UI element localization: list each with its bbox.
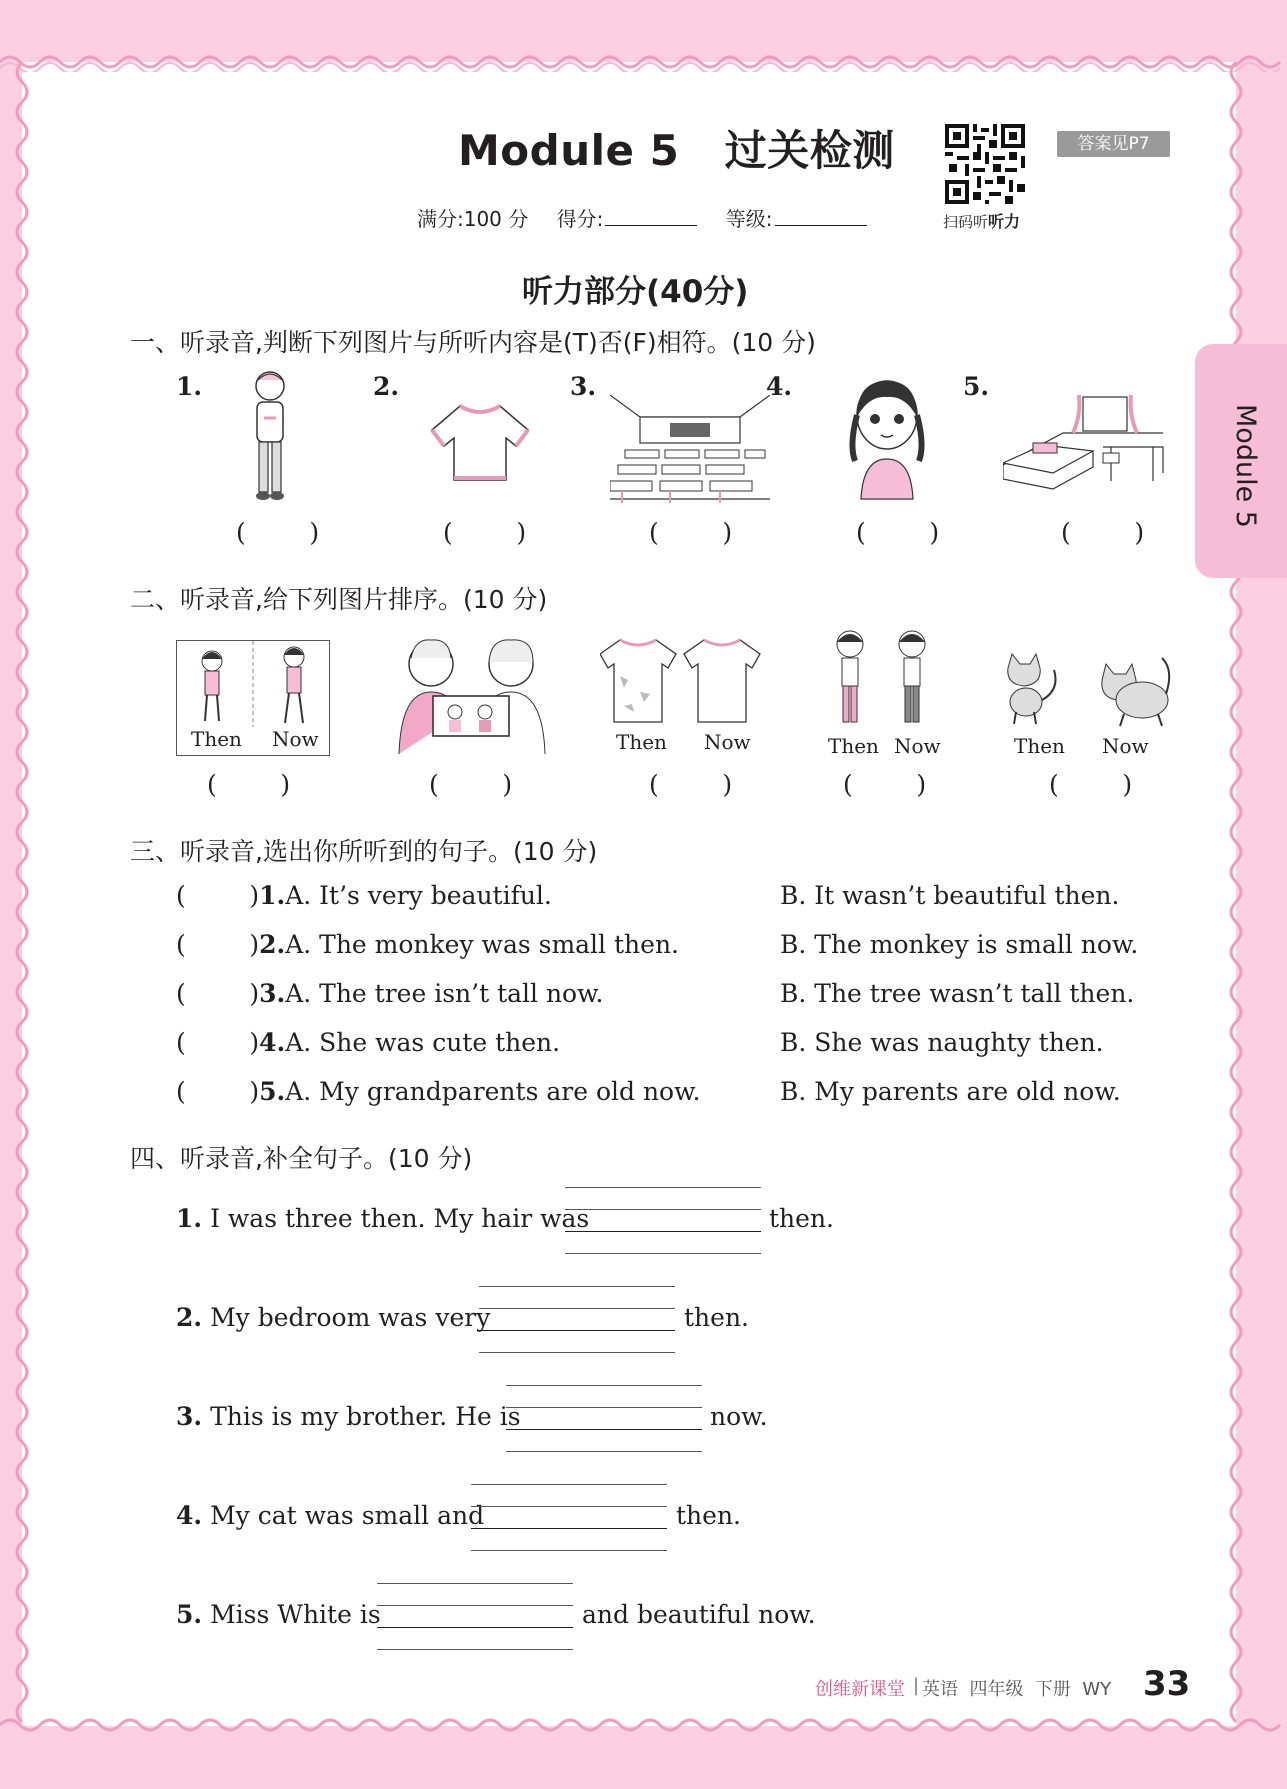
grade-field[interactable]: 等级:	[726, 207, 867, 231]
s1-number: 2.	[373, 372, 400, 401]
choice-paren[interactable]: ( )	[176, 930, 260, 959]
footer-separator: |	[913, 1675, 920, 1696]
listening-part-title: 听力部分(40分)	[522, 274, 749, 310]
top-wave-border	[0, 52, 1287, 72]
now-caption: Now	[704, 730, 751, 754]
answer-paren[interactable]: ( )	[443, 518, 527, 547]
choice-row-2: ( )2.A. The monkey was small then.	[176, 930, 679, 959]
module-side-tab	[1195, 344, 1287, 578]
now-caption: Now	[272, 727, 319, 751]
fill-row-4: 4. My cat was small and	[176, 1501, 485, 1530]
score-field[interactable]: 得分:	[557, 207, 698, 231]
four-line-blank[interactable]	[565, 1187, 761, 1253]
four-line-blank[interactable]	[471, 1484, 667, 1550]
fill-row-1-after: then.	[769, 1204, 834, 1233]
fill-row-3-after: now.	[710, 1402, 768, 1431]
answer-paren[interactable]: ( )	[429, 770, 513, 799]
now-caption: Now	[1102, 734, 1149, 758]
now-caption: Now	[894, 734, 941, 758]
bedroom-picture	[1003, 393, 1173, 503]
choice-row-4: ( )4.A. She was cute then.	[176, 1028, 561, 1057]
answer-paren[interactable]: ( )	[207, 770, 291, 799]
page-title: Module 5 过关检测	[458, 126, 895, 175]
cat-then-now-picture	[1002, 650, 1172, 766]
section1-title: 一、听录音,判断下列图片与所听内容是(T)否(F)相符。(10 分)	[130, 328, 816, 357]
answer-paren[interactable]: ( )	[1061, 518, 1145, 547]
option-a: A. My grandparents are old now.	[285, 1077, 701, 1106]
four-line-blank[interactable]	[377, 1583, 573, 1649]
option-a: A. She was cute then.	[285, 1028, 561, 1057]
answer-paren[interactable]: ( )	[649, 770, 733, 799]
choice-paren[interactable]: ( )	[176, 1028, 260, 1057]
classroom-picture	[610, 395, 770, 505]
option-b: B. The monkey is small now.	[780, 930, 1139, 959]
then-caption: Then	[1014, 734, 1065, 758]
page-number: 33	[1143, 1664, 1191, 1704]
s1-number: 1.	[176, 372, 203, 401]
choice-row-5: ( )5.A. My grandparents are old now.	[176, 1077, 701, 1106]
option-b: B. She was naughty then.	[780, 1028, 1104, 1057]
fill-row-5-after: and beautiful now.	[582, 1600, 816, 1629]
right-wave-border	[1226, 62, 1246, 1726]
twins-then-now-picture	[826, 628, 952, 764]
then-caption: Then	[616, 730, 667, 754]
option-a: A. The tree isn’t tall now.	[285, 979, 604, 1008]
answer-reference-badge: 答案见P7	[1057, 131, 1170, 157]
full-score-text: 满分:100 分	[417, 207, 529, 231]
then-caption: Then	[828, 734, 879, 758]
choice-paren[interactable]: ( )	[176, 1077, 260, 1106]
option-a: A. It’s very beautiful.	[285, 881, 552, 910]
grandpa-picture	[240, 368, 300, 508]
fill-row-4-after: then.	[676, 1501, 741, 1530]
side-tab-label: Module 5	[1230, 404, 1261, 528]
fill-row-2-after: then.	[684, 1303, 749, 1332]
answer-paren[interactable]: ( )	[649, 518, 733, 547]
section4-title: 四、听录音,补全句子。(10 分)	[130, 1144, 473, 1173]
footer-brand: 创维新课堂	[815, 1679, 905, 1700]
left-wave-border	[12, 62, 32, 1726]
score-line	[417, 203, 889, 232]
fill-row-5: 5. Miss White is	[176, 1600, 381, 1629]
choice-row-3: ( )3.A. The tree isn’t tall now.	[176, 979, 604, 1008]
s1-number: 3.	[570, 372, 597, 401]
fill-row-1: 1. I was three then. My hair was	[176, 1204, 590, 1233]
answer-paren[interactable]: ( )	[843, 770, 927, 799]
sweater-picture	[420, 398, 540, 488]
fill-row-3: 3. This is my brother. He is	[176, 1402, 521, 1431]
s1-number: 4.	[766, 372, 793, 401]
bottom-wave-border	[0, 1715, 1287, 1735]
scan-to-listen-label: 扫码听听力	[943, 212, 1021, 231]
qr-code-icon[interactable]	[945, 124, 1025, 204]
section2-title: 二、听录音,给下列图片排序。(10 分)	[130, 585, 548, 614]
option-b: B. My parents are old now.	[780, 1077, 1121, 1106]
footer-subtitle: 英语 四年级 下册 WY	[922, 1679, 1112, 1700]
fill-row-2: 2. My bedroom was very	[176, 1303, 491, 1332]
then-caption: Then	[191, 727, 242, 751]
four-line-blank[interactable]	[479, 1286, 675, 1352]
answer-paren[interactable]: ( )	[236, 518, 320, 547]
four-line-blank[interactable]	[506, 1385, 702, 1451]
choice-paren[interactable]: ( )	[176, 881, 260, 910]
tshirt-then-now-picture	[600, 636, 770, 761]
girl-then-now-picture	[176, 640, 330, 756]
girl-pigtails-picture	[847, 375, 927, 500]
s1-number: 5.	[963, 372, 990, 401]
section3-title: 三、听录音,选出你所听到的句子。(10 分)	[130, 837, 598, 866]
choice-row-1: ( )1.A. It’s very beautiful.	[176, 881, 552, 910]
answer-paren[interactable]: ( )	[1049, 770, 1133, 799]
option-a: A. The monkey was small then.	[285, 930, 679, 959]
option-b: B. It wasn’t beautiful then.	[780, 881, 1120, 910]
choice-paren[interactable]: ( )	[176, 979, 260, 1008]
option-b: B. The tree wasn’t tall then.	[780, 979, 1135, 1008]
grandparents-photo-picture	[393, 636, 551, 754]
answer-paren[interactable]: ( )	[856, 518, 940, 547]
